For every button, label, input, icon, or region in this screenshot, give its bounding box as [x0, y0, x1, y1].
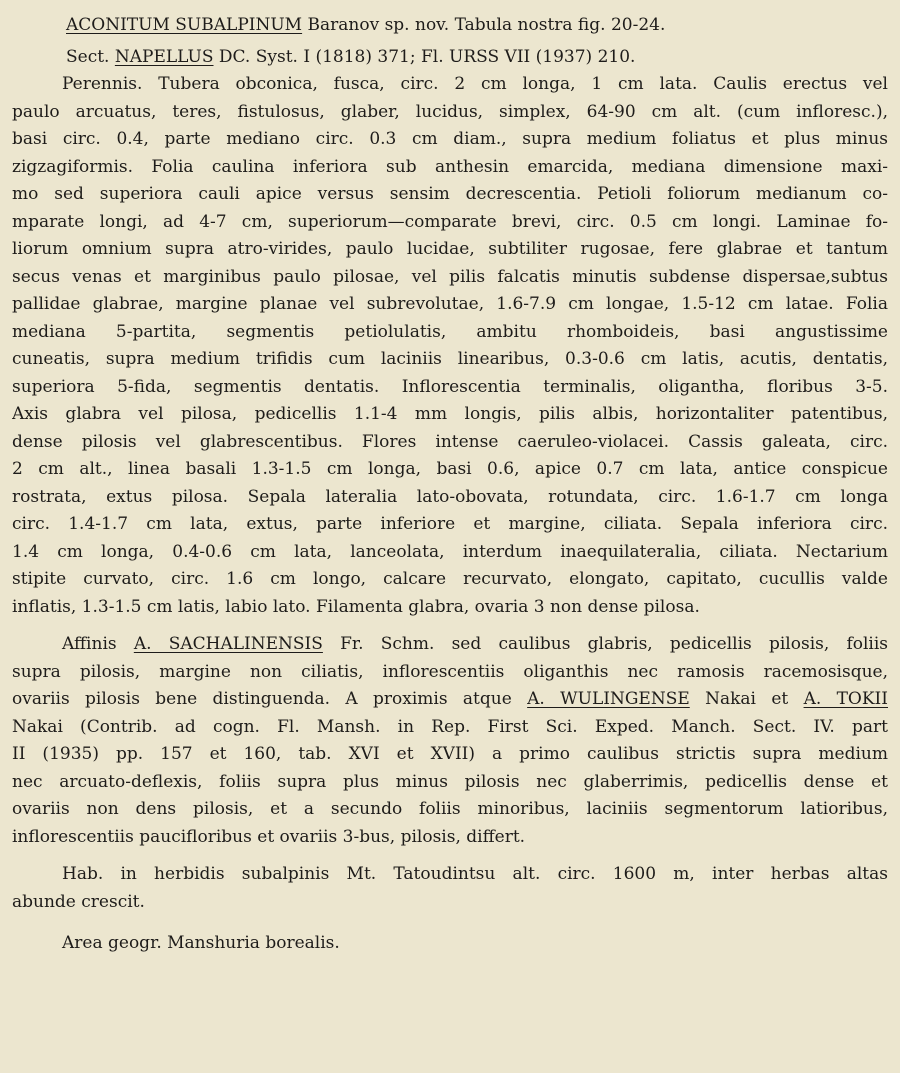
description-line: pallidae glabrae, margine planae vel subrevolutae, 1.6-7.9 cm longae, 1.5-12 cm latae. Folia	[12, 294, 888, 314]
affinis-paragraph	[12, 631, 888, 851]
description-line: mparate longi, ad 4-7 cm, superiorum—comparate brevi, circ. 0.5 cm longi. Laminae fo-	[12, 211, 888, 232]
habitat-line: abunde crescit.	[12, 891, 145, 912]
description-line: inflatis, 1.3-1.5 cm latis, labio lato. Filamenta glabra, ovaria 3 non dense pilosa.	[12, 596, 700, 617]
description-line: mo sed superiora cauli apice versus sensim decrescentia. Petioli foliorum medianum co-	[12, 184, 888, 204]
affinis-line: ovariis non dens pilosis, et a secundo foliis minoribus, laciniis segmentorum latioribus,	[12, 799, 888, 819]
description-line: Axis glabra vel pilosa, pedicellis 1.1-4 mm longis, pilis albis, horizontaliter patentibus,	[12, 404, 888, 424]
description-line: 1.4 cm longa, 0.4-0.6 cm lata, lanceolata, interdum inaequilateralia, ciliata. Nectarium	[12, 541, 888, 562]
description-line: Perennis. Tubera obconica, fusca, circ. 2 cm longa, 1 cm lata. Caulis erectus vel	[62, 74, 888, 94]
affinis-line: II (1935) pp. 157 et 160, tab. XVI et XVII) a primo caulibus strictis supra medium	[12, 744, 888, 764]
affinis-text: Nakai et	[689, 689, 804, 709]
description-line: basi circ. 0.4, parte mediano circ. 0.3 cm diam., supra medium foliatus et plus minus	[12, 129, 888, 149]
description-line: zigzagiformis. Folia caulina inferiora sub anthesin emarcida, mediana dimensione maxi-	[12, 156, 888, 177]
affinis-text: Fr. Schm. sed caulibus glabris, pedicellis pilosis, foliis	[322, 634, 888, 654]
section-prefix: Sect.	[66, 46, 115, 67]
description-line: superiora 5-fida, segmentis dentatis. Inflorescentia terminalis, oligantha, floribus 3-5.	[12, 376, 888, 397]
affinis-text: ovariis pilosis bene distinguenda. A proximis atque	[12, 689, 528, 709]
affinis-line	[12, 631, 888, 659]
description-line: 2 cm alt., linea basali 1.3-1.5 cm longa, basi 0.6, apice 0.7 cm lata, antice conspicue	[12, 459, 888, 479]
description-line: paulo arcuatus, teres, fistulosus, glaber, lucidus, simplex, 64-90 cm alt. (cum infloresc.),	[12, 101, 888, 122]
section-name: NAPELLUS	[114, 46, 214, 67]
affinis-line: Nakai (Contrib. ad cogn. Fl. Mansh. in Rep. First Sci. Exped. Manch. Sect. IV. part	[12, 716, 888, 737]
species-name: ACONITUM SUBALPINUM	[66, 15, 303, 35]
description-line: dense pilosis vel glabrescentibus. Flores intense caeruleo-violacei. Cassis galeata, circ.	[12, 431, 888, 452]
description-line: liorum omnium supra atro-virides, paulo lucidae, subtiliter rugosae, fere glabrae et tantum	[12, 239, 888, 259]
species-authority: Baranov sp. nov. Tabula nostra fig. 20-24.	[302, 15, 666, 35]
affinis-line	[12, 686, 888, 714]
section-line	[12, 44, 888, 72]
species-title	[12, 12, 888, 40]
description-line: secus venas et marginibus paulo pilosae, vel pilis falcatis minutis subdense dispersae,subtus	[12, 266, 888, 287]
description-line: mediana 5-partita, segmentis petiolulatis, ambitu rhomboideis, basi angustissime	[12, 321, 888, 342]
affinis-line: supra pilosis, margine non ciliatis, inflorescentiis oliganthis nec ramosis racemosisque,	[12, 661, 888, 682]
area-line: Area geogr. Manshuria borealis.	[62, 933, 340, 953]
description-line: rostrata, extus pilosa. Sepala lateralia lato-obovata, rotundata, circ. 1.6-1.7 cm longa	[12, 486, 888, 507]
description-line: cuneatis, supra medium trifidis cum laciniis linearibus, 0.3-0.6 cm latis, acutis, dentatis,	[12, 349, 888, 369]
affinis-line: nec arcuato-deflexis, foliis supra plus minus pilosis nec glaberrimis, pedicellis dense et	[12, 771, 888, 792]
taxon-name: A. TOKII	[803, 689, 888, 709]
habitat-paragraph	[12, 861, 888, 916]
taxon-name: A. WULINGENSE	[527, 689, 690, 709]
description-paragraph	[12, 71, 888, 621]
description-line: stipite curvato, circ. 1.6 cm longo, calcare recurvato, elongato, capitato, cucullis valde	[12, 569, 888, 589]
taxon-name: A. SACHALINENSIS	[133, 634, 323, 654]
section-citation: DC. Syst. I (1818) 371; Fl. URSS VII (1937) 210.	[213, 46, 636, 67]
description-line: circ. 1.4-1.7 cm lata, extus, parte inferiore et margine, ciliata. Sepala inferiora circ.	[12, 514, 888, 534]
affinis-line: inflorescentiis paucifloribus et ovariis 3-bus, pilosis, differt.	[12, 826, 526, 847]
habitat-line: Hab. in herbidis subalpinis Mt. Tatoudintsu alt. circ. 1600 m, inter herbas altas	[62, 864, 888, 884]
affinis-prefix: Affinis	[62, 634, 134, 654]
